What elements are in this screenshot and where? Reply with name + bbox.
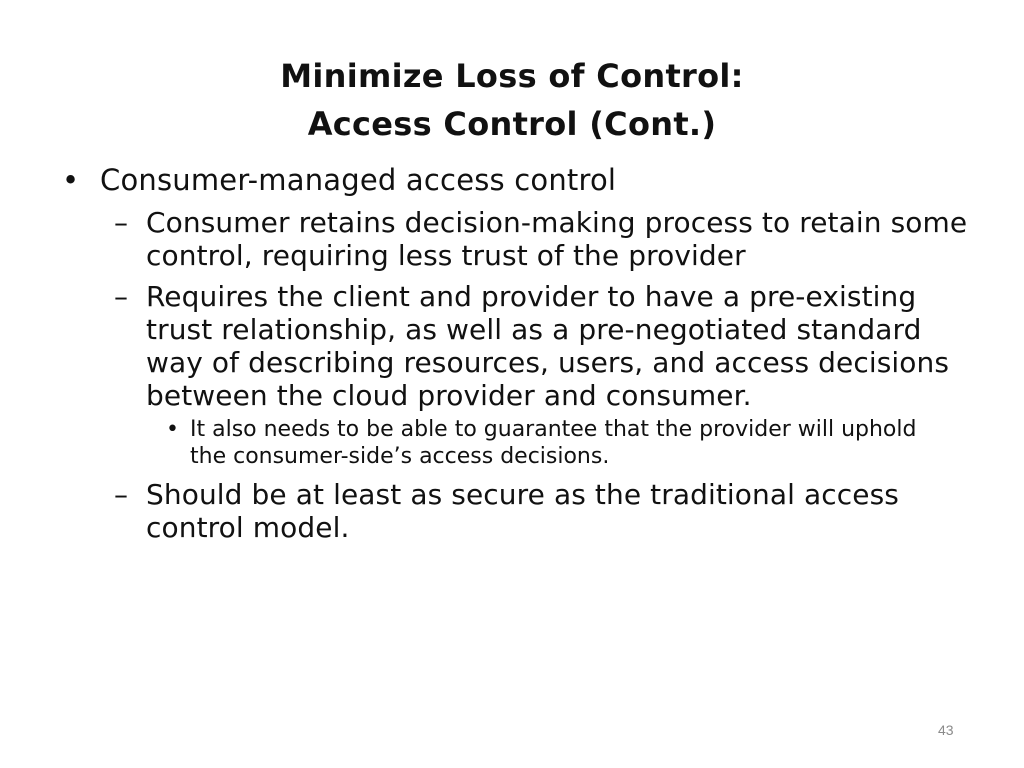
sub-sub-bullet-text: It also needs to be able to guarantee that the provider will uphold the consumer-side’s access decisions. bbox=[190, 417, 917, 469]
sub-bullet-item bbox=[56, 206, 976, 272]
title-line-1: Minimize Loss of Control: bbox=[280, 57, 744, 95]
sub-bullet-text: Consumer retains decision-making process to retain some control, requiring less trust of the provider bbox=[146, 206, 968, 272]
bullet-marker: • bbox=[62, 163, 80, 197]
bullet-text: Consumer-managed access control bbox=[100, 163, 617, 197]
bullet-marker: • bbox=[166, 417, 179, 442]
sub-bullet-item bbox=[56, 280, 976, 412]
sub-bullet-text: Should be at least as secure as the traditional access control model. bbox=[146, 478, 899, 544]
bullet-item bbox=[56, 162, 976, 198]
sub-bullet-item bbox=[56, 478, 976, 544]
sub-bullet-text: Requires the client and provider to have a pre-existing trust relationship, as well as a pre-negotiated standard way of describing resources, users, and access decisions between the cloud provider and consumer. bbox=[146, 280, 950, 412]
title-line-2: Access Control (Cont.) bbox=[307, 105, 717, 143]
dash-marker: – bbox=[114, 478, 129, 511]
slide-body bbox=[56, 162, 976, 544]
page-number: 43 bbox=[938, 722, 954, 738]
slide-title bbox=[0, 52, 1024, 148]
sub-sub-bullet-item bbox=[56, 416, 976, 470]
dash-marker: – bbox=[114, 280, 129, 313]
dash-marker: – bbox=[114, 206, 129, 239]
